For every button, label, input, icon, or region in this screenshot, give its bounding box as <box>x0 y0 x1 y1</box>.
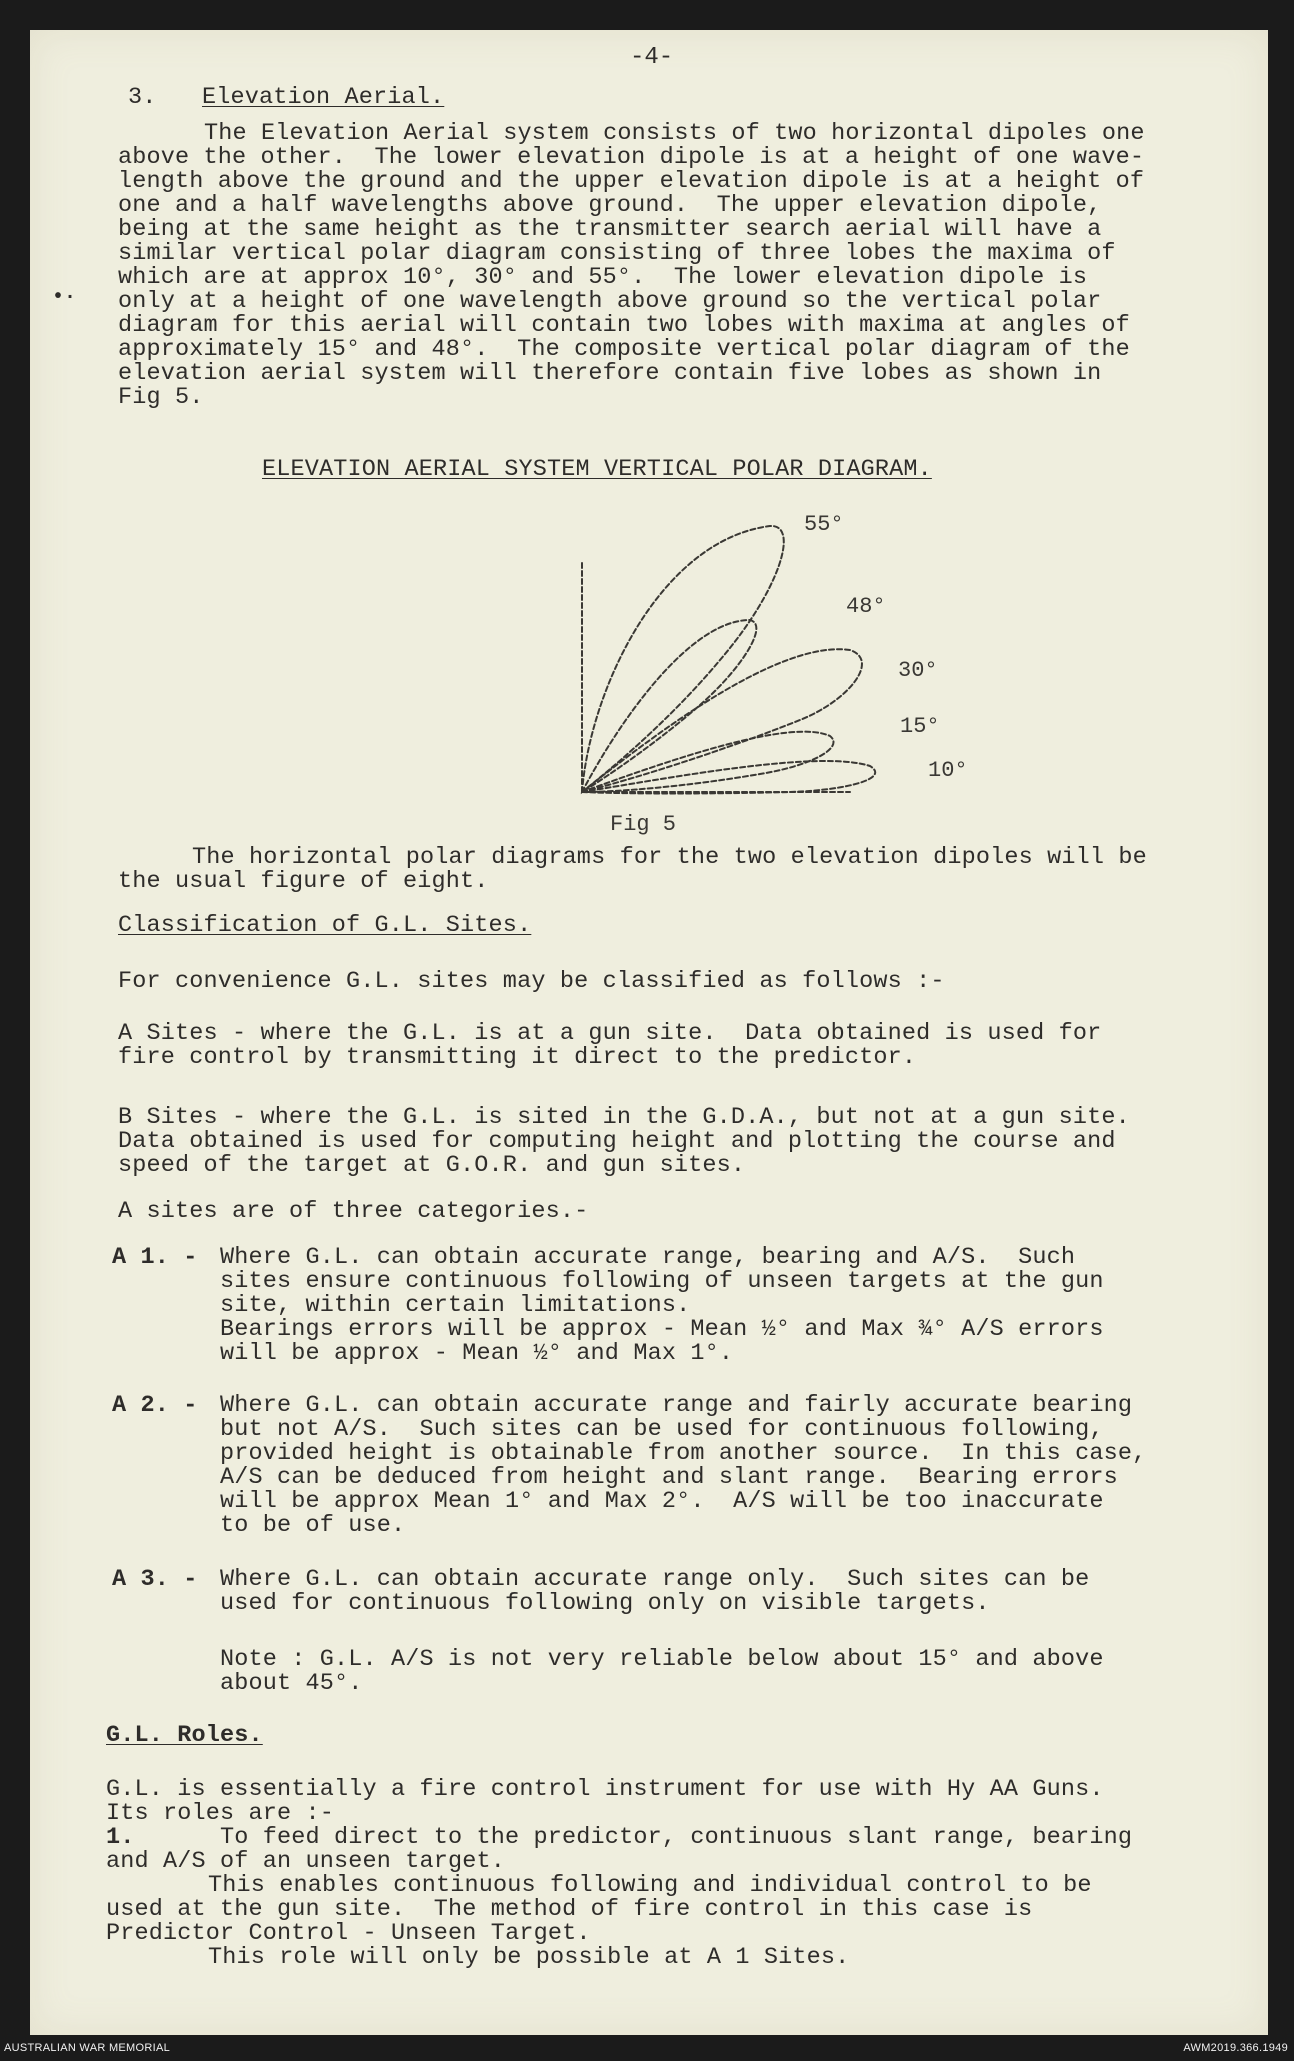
a-sites-line: A Sites - where the G.L. is at a gun site. Data obtained is used for <box>118 1020 1102 1047</box>
role1-line: This role will only be possible at A 1 Sites. <box>208 1944 850 1971</box>
lobe-55 <box>582 526 784 792</box>
footer-archive-name: AUSTRALIAN WAR MEMORIAL <box>4 2042 171 2054</box>
a-sites-line: fire control by transmitting it direct to the predictor. <box>118 1044 917 1071</box>
a1-line: Where G.L. can obtain accurate range, bearing and A/S. Such <box>220 1244 1076 1271</box>
paragraph-line: Fig 5. <box>118 384 204 411</box>
paragraph-line: above the other. The lower elevation dipole is at a height of one wave- <box>118 144 1145 171</box>
paragraph-line: which are at approx 10°, 30° and 55°. The lower elevation dipole is <box>118 264 1088 291</box>
paragraph-line: being at the same height as the transmitter search aerial will have a <box>118 216 1102 243</box>
a2-line: provided height is obtainable from another source. In this case, <box>220 1440 1147 1467</box>
page-number: -4- <box>630 44 674 71</box>
paragraph-line: length above the ground and the upper elevation dipole is at a height of <box>118 168 1145 195</box>
label-15: 15° <box>900 714 940 739</box>
paragraph-line: The horizontal polar diagrams for the two elevation dipoles will be <box>192 844 1147 871</box>
role1-label: 1. <box>106 1824 135 1851</box>
a2-line: but not A/S. Such sites can be used for continuous following, <box>220 1416 1104 1443</box>
paragraph-line: the usual figure of eight. <box>118 868 489 895</box>
a2-line: Where G.L. can obtain accurate range and fairly accurate bearing <box>220 1392 1133 1419</box>
a3-label: A 3. - <box>112 1566 198 1593</box>
label-10: 10° <box>928 758 968 783</box>
roles-intro-line: G.L. is essentially a fire control instrument for use with Hy AA Guns. <box>106 1776 1104 1803</box>
margin-mark: •· <box>52 286 77 309</box>
figure-label: Fig 5 <box>610 812 677 837</box>
diagram-title: ELEVATION AERIAL SYSTEM VERTICAL POLAR DIAGRAM. <box>262 456 932 483</box>
a1-line: Bearings errors will be approx - Mean ½° and Max ¾° A/S errors <box>220 1316 1104 1343</box>
roles-intro-line: Its roles are :- <box>106 1800 335 1827</box>
polar-diagram <box>550 500 1010 850</box>
a3-line: used for continuous following only on visible targets. <box>220 1590 990 1617</box>
a1-line: sites ensure continuous following of unseen targets at the gun <box>220 1268 1104 1295</box>
role1-line: To feed direct to the predictor, continuous slant range, bearing <box>220 1824 1133 1851</box>
role1-line: This enables continuous following and individual control to be <box>208 1872 1092 1899</box>
a1-line: site, within certain limitations. <box>220 1292 691 1319</box>
a3-line: Where G.L. can obtain accurate range only. Such sites can be <box>220 1566 1090 1593</box>
footer-accession-number: AWM2019.366.1949 <box>1183 2042 1288 2054</box>
a1-line: will be approx - Mean ½° and Max 1°. <box>220 1340 734 1367</box>
section-number: 3. <box>128 84 157 111</box>
paragraph-line: one and a half wavelengths above ground. The upper elevation dipole, <box>118 192 1102 219</box>
paragraph-line: approximately 15° and 48°. The composite vertical polar diagram of the <box>118 336 1130 363</box>
a2-line: to be of use. <box>220 1512 406 1539</box>
paragraph-line: The Elevation Aerial system consists of two horizontal dipoles one <box>204 120 1145 147</box>
b-sites-line: speed of the target at G.O.R. and gun sites. <box>118 1152 746 1179</box>
paragraph-line: similar vertical polar diagram consisting of three lobes the maxima of <box>118 240 1116 267</box>
note-line: about 45°. <box>220 1670 363 1697</box>
section-heading: Elevation Aerial. <box>202 84 445 111</box>
categories-intro: A sites are of three categories.- <box>118 1198 589 1225</box>
label-48: 48° <box>846 594 886 619</box>
label-55: 55° <box>804 512 844 537</box>
a2-line: will be approx Mean 1° and Max 2°. A/S will be too inaccurate <box>220 1488 1104 1515</box>
role1-line: Predictor Control - Unseen Target. <box>106 1920 591 1947</box>
role1-line: used at the gun site. The method of fire control in this case is <box>106 1896 1033 1923</box>
a1-label: A 1. - <box>112 1244 198 1271</box>
paragraph-line: elevation aerial system will therefore contain five lobes as shown in <box>118 360 1102 387</box>
classification-intro: For convenience G.L. sites may be classified as follows :- <box>118 968 945 995</box>
b-sites-line: Data obtained is used for computing height and plotting the course and <box>118 1128 1116 1155</box>
a2-label: A 2. - <box>112 1392 198 1419</box>
note-line: Note : G.L. A/S is not very reliable below about 15° and above <box>220 1646 1104 1673</box>
lobe-10 <box>582 761 875 794</box>
roles-heading: G.L. Roles. <box>106 1722 263 1749</box>
paragraph-line: diagram for this aerial will contain two lobes with maxima at angles of <box>118 312 1130 339</box>
a2-line: A/S can be deduced from height and slant range. Bearing errors <box>220 1464 1118 1491</box>
role1-line: and A/S of an unseen target. <box>106 1848 506 1875</box>
paragraph-line: only at a height of one wavelength above ground so the vertical polar <box>118 288 1102 315</box>
b-sites-line: B Sites - where the G.L. is sited in the G.D.A., but not at a gun site. <box>118 1104 1130 1131</box>
classification-heading: Classification of G.L. Sites. <box>118 912 532 939</box>
document-page <box>30 30 1268 2035</box>
label-30: 30° <box>898 658 938 683</box>
